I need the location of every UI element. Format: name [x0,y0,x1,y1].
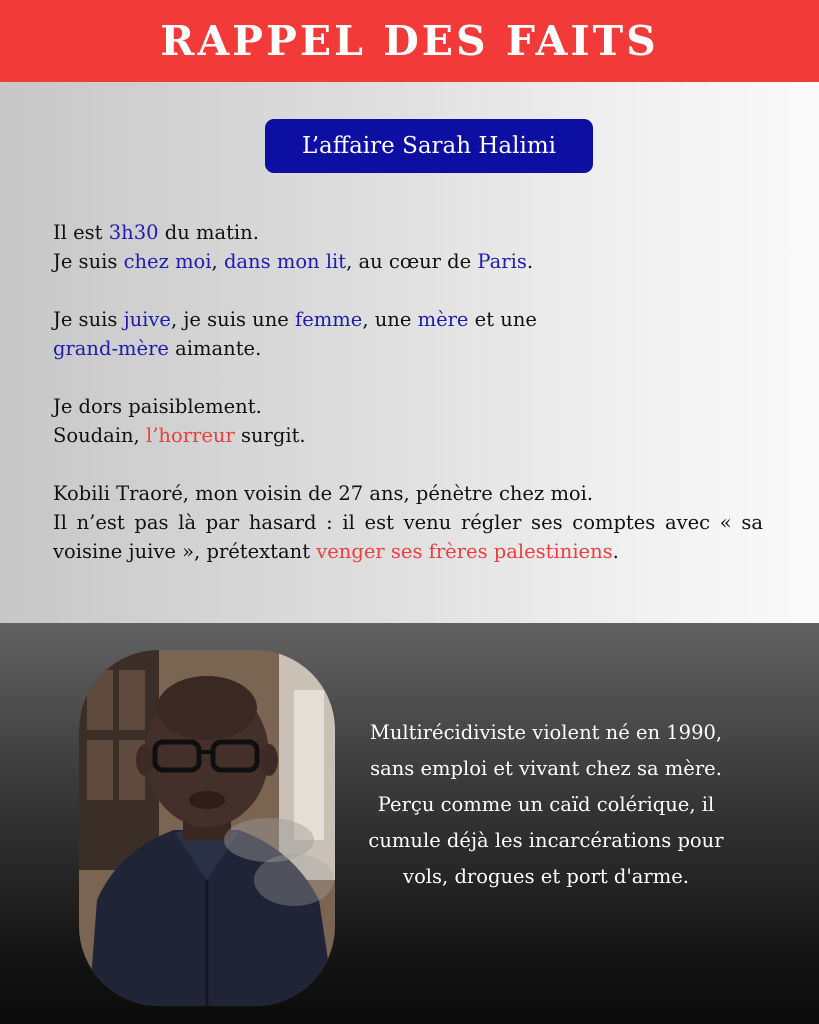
header-banner [0,0,819,82]
header-title: RAPPEL DES FAITS [160,17,659,65]
story-text-span: Kobili Traoré, mon voisin de 27 ans, pénètre chez moi. [53,482,594,505]
story-text-span: Soudain, [53,424,146,447]
story-paragraph-4 [53,479,763,566]
highlight-home: chez moi [123,250,212,273]
story-text-span: aimante. [168,337,262,360]
story-text-span: . [526,250,534,273]
highlight-time: 3h30 [108,221,159,244]
story-text-span: et une [468,308,537,331]
case-title-label: L’affaire Sarah Halimi [301,133,557,159]
story-text-span: Il est [53,221,109,244]
story-text-span: , une [362,308,418,331]
story-text-span: Il n’est pas là par hasard : il est venu régler ses comptes avec « sa voisine juive », prétextant [53,511,763,563]
story-paragraph-3 [53,392,763,450]
story-text-span: Je dors paisiblement. [53,395,262,418]
story-paragraph-1 [53,218,763,276]
highlight-horror: l’horreur [145,424,235,447]
story-text-span: Je suis [53,250,124,273]
story-text-span: surgit. [234,424,306,447]
story-text-span: , je suis une [170,308,296,331]
highlight-city: Paris [477,250,527,273]
story-text-span: . [612,540,619,563]
suspect-photo [79,650,335,1006]
portrait-illustration [79,650,335,1006]
highlight-jewish: juive [123,308,171,331]
highlight-woman: femme [295,308,363,331]
story-paragraph-2 [53,305,763,363]
story-text-span: , [211,250,224,273]
highlight-revenge: venger ses frères palestiniens [316,540,613,563]
story-text-span: Je suis [53,308,124,331]
story-section [0,82,819,623]
story-text [53,218,763,566]
profile-section [0,623,819,1024]
story-text-span: du matin. [158,221,259,244]
highlight-bed: dans mon lit [223,250,347,273]
highlight-grandmother: grand-mère [53,337,169,360]
case-title-badge [265,119,593,173]
story-text-span: , au cœur de [346,250,478,273]
highlight-mother: mère [417,308,469,331]
suspect-bio: Multirécidiviste violent né en 1990, sans emploi et vivant chez sa mère. Perçu comme un caïd colérique, il cumule déjà les incarcérations pour vols, drogues et port d'arme. [368,721,724,888]
